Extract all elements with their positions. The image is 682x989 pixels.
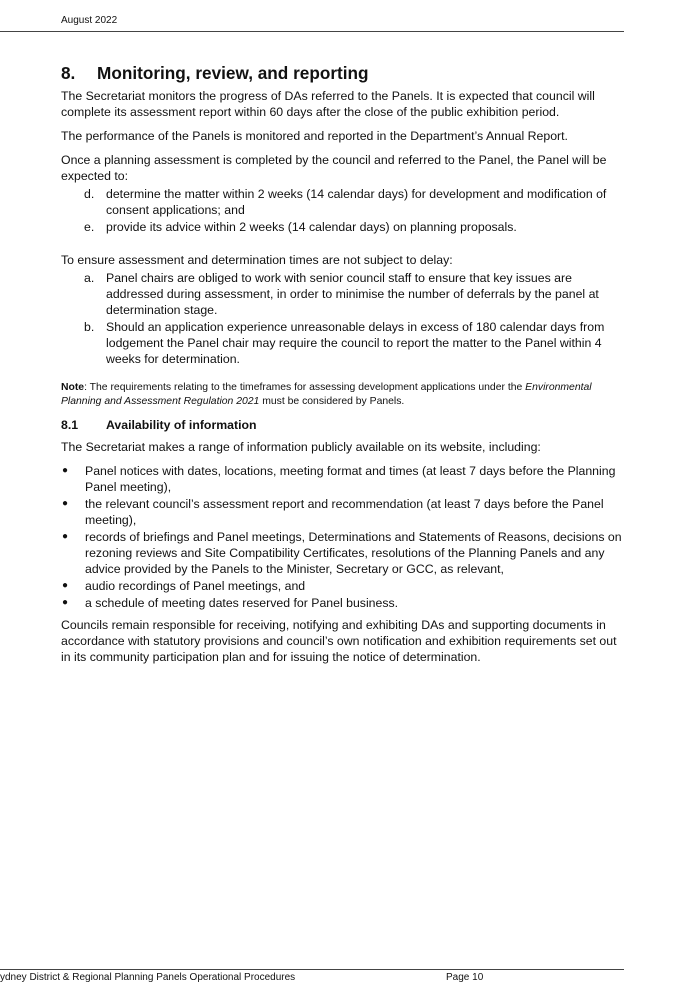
page-content bbox=[61, 62, 623, 673]
list-item bbox=[84, 319, 623, 367]
paragraph: Once a planning assessment is completed by the council and referred to the Panel, the Panel will be expected to: bbox=[61, 153, 607, 183]
bullet-text: the relevant council’s assessment report and recommendation (at least 7 days before the Panel meeting), bbox=[85, 497, 604, 527]
list-item-text: Should an application experience unreasonable delays in excess of 180 calendar days from lodgement the Panel chair may require the council to report the matter to the Panel within 4 weeks for determination. bbox=[106, 320, 605, 366]
subsection-number: 8.1 bbox=[61, 418, 79, 432]
list-item-text: Panel chairs are obliged to work with senior council staff to ensure that key issues are addressed during assessment, in order to minimise the number of deferrals by the panel at determination stage. bbox=[106, 271, 599, 317]
bullet-text: Panel notices with dates, locations, meeting format and times (at least 7 days before the Planning Panel meeting), bbox=[85, 464, 616, 494]
bullet-icon: ● bbox=[62, 465, 69, 476]
bullet-item bbox=[61, 496, 623, 528]
bullet-item bbox=[61, 595, 623, 611]
header-rule bbox=[0, 31, 624, 32]
paragraph: Councils remain responsible for receiving, notifying and exhibiting DAs and supporting documents in accordance with statutory provisions and council’s own notification and exhibition requirements set out in its community participation plan and for issuing the notice of determination. bbox=[61, 618, 617, 664]
list-item-label: d. bbox=[84, 187, 95, 201]
list-item-label: a. bbox=[84, 271, 95, 285]
section-heading bbox=[61, 62, 623, 84]
bullet-text: records of briefings and Panel meetings, Determinations and Statements of Reasons, decisions on rezoning reviews and Site Compatibility Certificates, resolutions of the Planning Panels and any advice provided by the Panels to the Minister, Secretary or GCC, as relevant, bbox=[85, 530, 622, 576]
list-item bbox=[84, 219, 623, 235]
note-text-end: must be considered by Panels. bbox=[259, 396, 405, 407]
footer-document-title: ydney District & Regional Planning Panels Operational Procedures bbox=[0, 972, 296, 983]
list-item bbox=[84, 270, 623, 318]
section-title: Monitoring, review, and reporting bbox=[97, 63, 369, 83]
paragraph: The Secretariat monitors the progress of DAs referred to the Panels. It is expected that council will complete its assessment report within 60 days after the close of the public exhibition period. bbox=[61, 89, 595, 119]
bullet-icon: ● bbox=[62, 531, 69, 542]
bullet-text: audio recordings of Panel meetings, and bbox=[85, 579, 306, 593]
delay-list bbox=[84, 270, 623, 367]
list-item-text: determine the matter within 2 weeks (14 calendar days) for development and modification of consent applications; and bbox=[106, 187, 607, 217]
bullet-icon: ● bbox=[62, 498, 69, 509]
paragraph: The Secretariat makes a range of information publicly available on its website, including: bbox=[61, 440, 541, 454]
footer-page-number: Page 10 bbox=[446, 972, 484, 983]
paragraph: The performance of the Panels is monitored and reported in the Department’s Annual Report. bbox=[61, 129, 568, 143]
note-text: : The requirements relating to the timeframes for assessing development applications under the bbox=[84, 382, 526, 393]
bullet-text: a schedule of meeting dates reserved for Panel business. bbox=[85, 596, 399, 610]
bullet-icon: ● bbox=[62, 597, 69, 608]
bullet-icon: ● bbox=[62, 580, 69, 591]
subsection-heading bbox=[61, 417, 623, 433]
list-item-text: provide its advice within 2 weeks (14 calendar days) on planning proposals. bbox=[106, 220, 517, 234]
subsection-title: Availability of information bbox=[106, 418, 257, 432]
header-date: August 2022 bbox=[61, 15, 118, 26]
bullet-item bbox=[61, 578, 623, 594]
bullet-item bbox=[61, 529, 623, 577]
note-paragraph bbox=[61, 381, 623, 409]
paragraph: To ensure assessment and determination times are not subject to delay: bbox=[61, 253, 453, 267]
expectation-list bbox=[84, 186, 623, 235]
information-bullet-list bbox=[61, 463, 623, 611]
section-number: 8. bbox=[61, 63, 76, 83]
bullet-item bbox=[61, 463, 623, 495]
list-item-label: e. bbox=[84, 220, 95, 234]
list-item bbox=[84, 186, 623, 218]
note-label: Note bbox=[61, 382, 85, 393]
note-regulation-title: Environmental Planning and Assessment Regulation 2021 bbox=[61, 382, 592, 407]
footer-rule bbox=[0, 969, 624, 970]
list-item-label: b. bbox=[84, 320, 95, 334]
